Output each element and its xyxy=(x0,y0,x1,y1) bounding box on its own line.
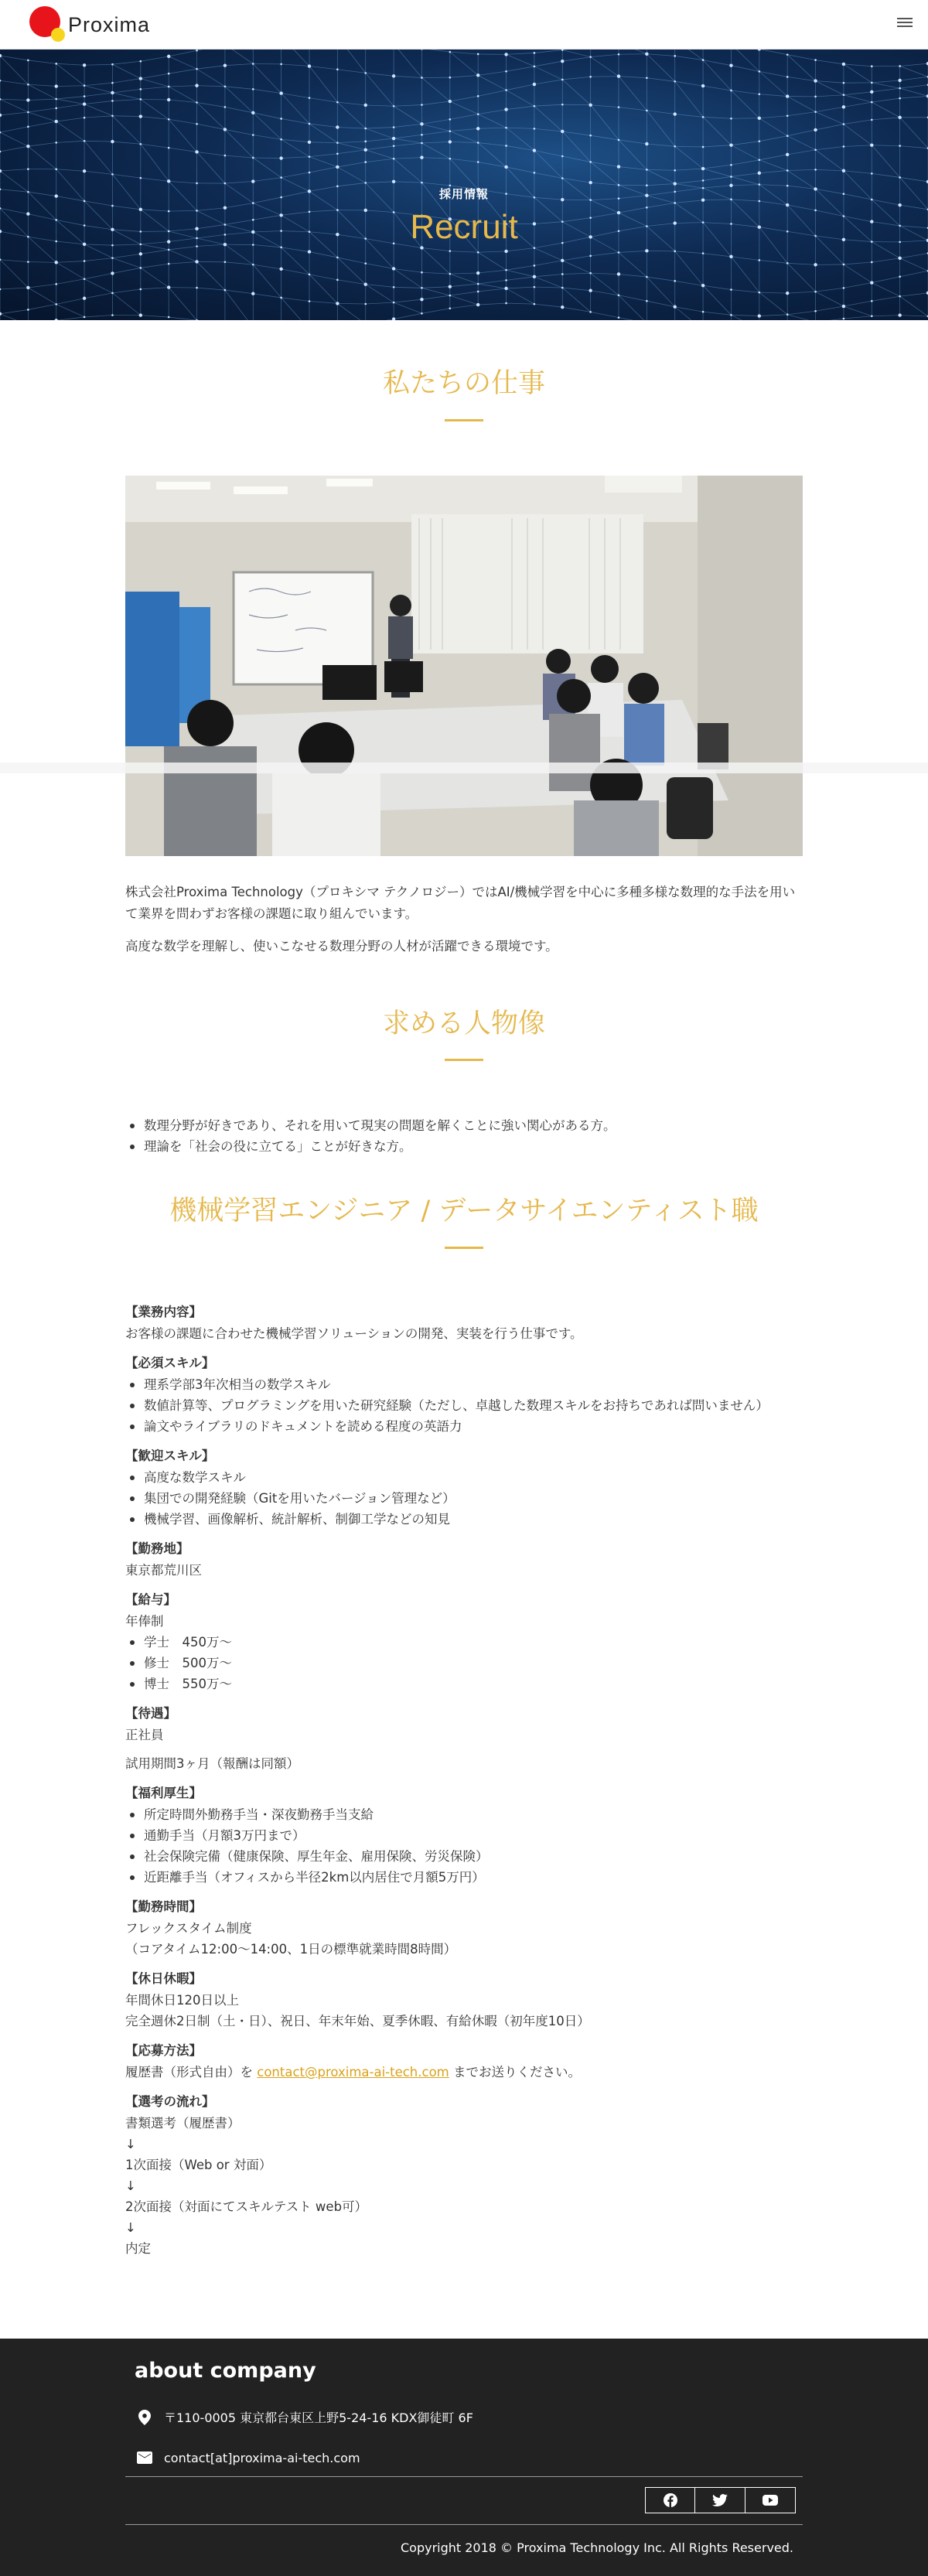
site-footer xyxy=(0,2339,928,2576)
photo-overlay-strip xyxy=(0,763,928,773)
list-item: 数理分野が好きであり、それを用いて現実の問題を解くことに強い関心がある方。 xyxy=(125,1115,806,1136)
title-underline xyxy=(445,419,483,421)
salary-type: 年俸制 xyxy=(125,1614,164,1629)
persona-list xyxy=(125,1115,806,1157)
hours-text-2: （コアタイム12:00〜14:00、1日の標準就業時間8時間） xyxy=(125,1942,457,1957)
work-paragraph-2: 高度な数学を理解し、使いこなせる数理分野の人材が活躍できる環境です。 xyxy=(125,939,558,954)
welcome-heading: 【歓迎スキル】 xyxy=(125,1448,215,1463)
footer-divider xyxy=(125,2476,803,2477)
flow-step: 書類選考（履歴書） xyxy=(125,2116,241,2131)
footer-divider xyxy=(125,2524,803,2525)
map-pin-icon xyxy=(136,2409,153,2426)
copyright-text: Copyright 2018 © Proxima Technology Inc. All Rights Reserved. xyxy=(400,2540,793,2555)
hero-banner xyxy=(0,49,928,320)
salary-block xyxy=(125,1589,806,1694)
list-item: 理系学部3年次相当の数学スキル xyxy=(125,1374,806,1395)
flow-step: 1次面接（Web or 対面） xyxy=(125,2158,272,2172)
selection-flow-block xyxy=(125,2091,806,2259)
treatment-block xyxy=(125,1703,806,1774)
social-links xyxy=(645,2487,796,2513)
work-section-title: 私たちの仕事 xyxy=(382,368,545,399)
persona-section-title: 求める人物像 xyxy=(382,1008,545,1039)
apply-text-pre: 履歴書（形式自由）を xyxy=(125,2065,258,2080)
work-paragraph-1: 株式会社Proxima Technology（プロキシマ テクノロジー）ではAI/機械学習を中心に多種多様な数理的な手法を用いて業界を問わずお客様の課題に取り組んでいます。 xyxy=(125,885,796,921)
treatment-text: 正社員 xyxy=(125,1728,164,1742)
holiday-block xyxy=(125,1968,806,2032)
trial-period-text: 試用期間3ヶ月（報酬は同額） xyxy=(125,1756,299,1771)
flow-heading: 【選考の流れ】 xyxy=(125,2094,215,2109)
list-item: 社会保険完備（健康保険、厚生年金、雇用保険、労災保険） xyxy=(125,1846,806,1867)
facebook-icon[interactable] xyxy=(645,2487,695,2513)
hours-text-1: フレックスタイム制度 xyxy=(125,1921,252,1936)
footer-title: about company xyxy=(135,2359,316,2383)
footer-address-row xyxy=(136,2408,473,2426)
brand-name: Proxima xyxy=(68,12,151,36)
treatment-heading: 【待遇】 xyxy=(125,1706,176,1721)
list-item: 近距離手当（オフィスから半径2km以内居住で月額5万円） xyxy=(125,1867,806,1888)
list-item: 理論を「社会の役に立てる」ことが好きな方。 xyxy=(125,1136,806,1157)
location-block xyxy=(125,1538,806,1581)
footer-email-row xyxy=(136,2449,360,2466)
title-underline xyxy=(445,1247,483,1249)
duties-heading: 【業務内容】 xyxy=(125,1305,202,1319)
welcome-skills-block xyxy=(125,1445,806,1530)
list-item: 論文やライブラリのドキュメントを読める程度の英語力 xyxy=(125,1416,806,1437)
network-background xyxy=(0,49,928,320)
flow-arrow: ↓ xyxy=(125,2137,136,2151)
apply-email-link[interactable]: contact@proxima-ai-tech.com xyxy=(257,2065,449,2080)
flow-step: 2次面接（対面にてスキルテスト web可） xyxy=(125,2199,368,2214)
location-heading: 【勤務地】 xyxy=(125,1541,189,1556)
job-section-title: 機械学習エンジニア / データサイエンティスト職 xyxy=(169,1196,759,1227)
required-heading: 【必須スキル】 xyxy=(125,1356,215,1370)
flow-step: 内定 xyxy=(125,2241,151,2256)
hours-heading: 【勤務時間】 xyxy=(125,1899,202,1914)
list-item: 博士 550万～ xyxy=(125,1674,806,1694)
logo-mark-icon xyxy=(29,6,67,43)
benefits-block xyxy=(125,1783,806,1888)
title-underline xyxy=(445,1059,483,1061)
youtube-icon[interactable] xyxy=(745,2487,796,2513)
flow-arrow: ↓ xyxy=(125,2220,136,2235)
list-item: 集団での開発経験（Gitを用いたバージョン管理など） xyxy=(125,1488,806,1509)
holiday-text-1: 年間休日120日以上 xyxy=(125,1993,239,2008)
site-header xyxy=(0,0,928,49)
duties-block xyxy=(125,1302,806,1344)
required-skills-block xyxy=(125,1353,806,1437)
logo-yellow-circle xyxy=(51,28,65,42)
hours-block xyxy=(125,1896,806,1960)
envelope-icon xyxy=(136,2449,153,2466)
flow-arrow: ↓ xyxy=(125,2179,136,2193)
job-details xyxy=(125,1302,806,2267)
list-item: 通勤手当（月額3万円まで） xyxy=(125,1825,806,1846)
list-item: 修士 500万～ xyxy=(125,1653,806,1674)
hamburger-menu-icon[interactable] xyxy=(897,15,914,32)
duties-text: お客様の課題に合わせた機械学習ソリューションの開発、実装を行う仕事です。 xyxy=(125,1326,583,1341)
brand-logo[interactable] xyxy=(29,6,184,43)
office-photo xyxy=(125,476,803,856)
list-item: 数値計算等、プログラミングを用いた研究経験（ただし、卓越した数理スキルをお持ちであれば問いません） xyxy=(125,1395,806,1416)
footer-address: 〒110-0005 東京都台東区上野5-24-16 KDX御徒町 6F xyxy=(164,2411,473,2425)
benefits-heading: 【福利厚生】 xyxy=(125,1786,202,1800)
list-item: 機械学習、画像解析、統計解析、制御工学などの知見 xyxy=(125,1509,806,1530)
apply-text-post: までお送りください。 xyxy=(449,2065,581,2080)
footer-email[interactable]: contact[at]proxima-ai-tech.com xyxy=(164,2450,360,2465)
hero-subtitle: 採用情報 xyxy=(438,187,489,201)
list-item: 高度な数学スキル xyxy=(125,1467,806,1488)
holiday-text-2: 完全週休2日制（土・日）、祝日、年末年始、夏季休暇、有給休暇（初年度10日） xyxy=(125,2014,590,2028)
apply-block xyxy=(125,2040,806,2083)
location-text: 東京都荒川区 xyxy=(125,1563,202,1578)
salary-heading: 【給与】 xyxy=(125,1592,176,1607)
list-item: 学士 450万～ xyxy=(125,1632,806,1653)
list-item: 所定時間外勤務手当・深夜勤務手当支給 xyxy=(125,1804,806,1825)
holiday-heading: 【休日休暇】 xyxy=(125,1971,202,1986)
hero-title: Recruit xyxy=(410,208,518,246)
apply-text xyxy=(125,2062,806,2083)
apply-heading: 【応募方法】 xyxy=(125,2043,202,2058)
twitter-icon[interactable] xyxy=(695,2487,745,2513)
